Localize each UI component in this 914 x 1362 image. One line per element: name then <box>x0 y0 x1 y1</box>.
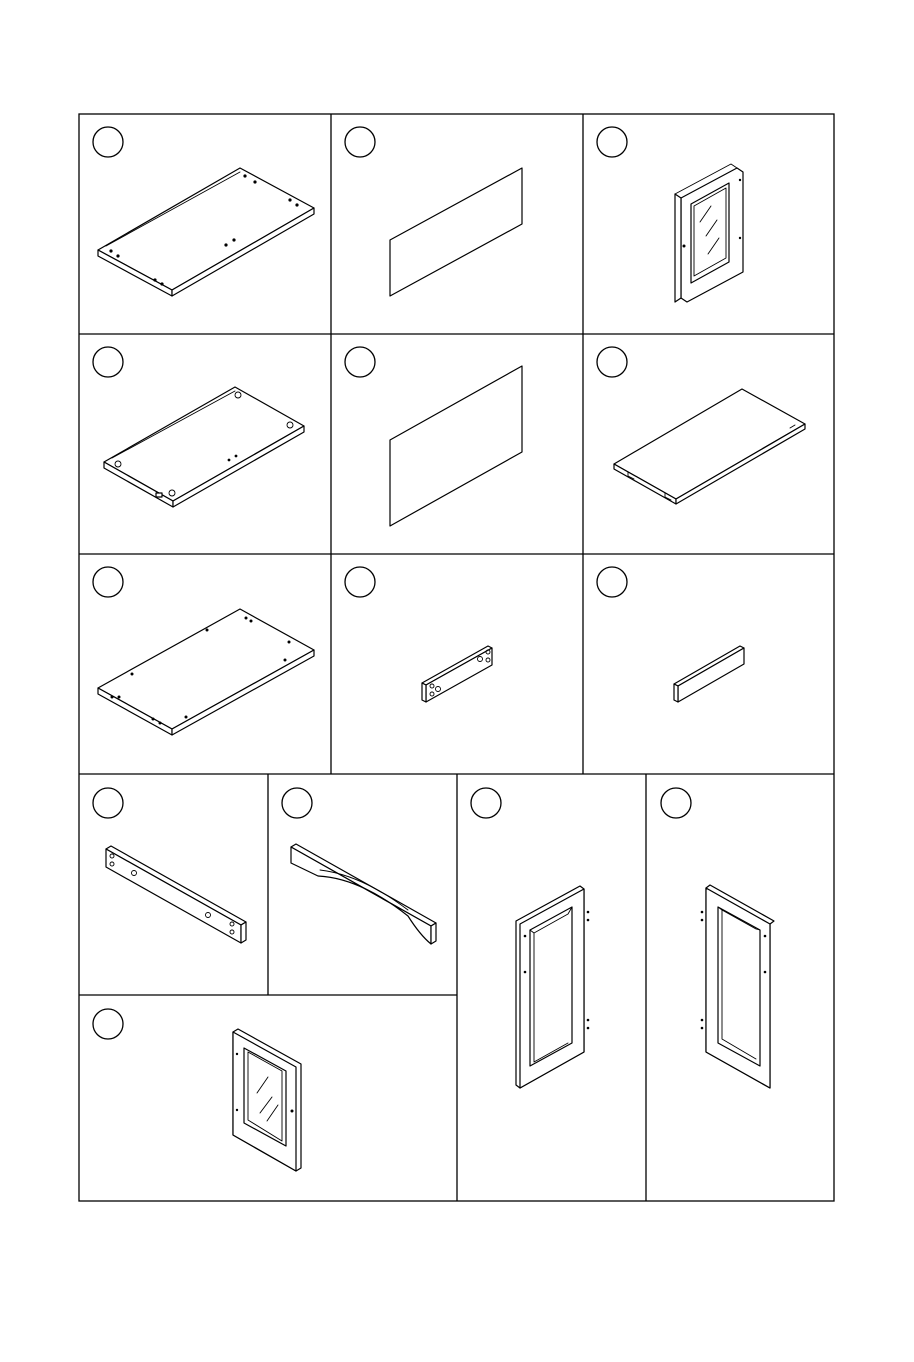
panel-p8 <box>345 567 492 702</box>
part-number-badge-p10 <box>93 788 123 818</box>
panel-p3 <box>597 127 743 302</box>
part-short-rail-holes <box>422 646 492 702</box>
part-curved-apron <box>291 844 436 944</box>
panel-p14 <box>93 1009 301 1171</box>
panel-p5 <box>345 347 522 526</box>
part-number-badge-p9 <box>597 567 627 597</box>
part-long-rail <box>106 846 246 943</box>
part-number-badge-p12 <box>471 788 501 818</box>
panel-p6 <box>597 347 805 504</box>
panel-p7 <box>93 567 314 735</box>
part-number-badge-p5 <box>345 347 375 377</box>
panel-p12 <box>471 788 589 1088</box>
part-back-board-large <box>390 366 522 526</box>
part-number-badge-p7 <box>93 567 123 597</box>
part-bottom-panel <box>104 387 304 507</box>
panel-p10 <box>93 788 246 943</box>
panel-p2 <box>345 127 522 296</box>
part-side-panel <box>98 168 314 296</box>
part-tall-door-frame-left <box>516 886 589 1088</box>
panel-p9 <box>597 567 744 702</box>
part-number-badge-p4 <box>93 347 123 377</box>
panel-p11 <box>282 788 436 944</box>
part-shelf <box>614 389 805 504</box>
panel-p4 <box>93 347 304 507</box>
part-number-badge-p14 <box>93 1009 123 1039</box>
panel-p13 <box>661 788 774 1088</box>
part-back-board-small <box>390 168 522 296</box>
part-number-badge-p13 <box>661 788 691 818</box>
part-number-badge-p1 <box>93 127 123 157</box>
part-number-badge-p6 <box>597 347 627 377</box>
part-number-badge-p8 <box>345 567 375 597</box>
part-top-panel <box>98 609 314 735</box>
part-glass-door-left <box>233 1029 301 1171</box>
part-number-badge-p3 <box>597 127 627 157</box>
part-tall-door-frame-right <box>701 885 774 1088</box>
part-number-badge-p11 <box>282 788 312 818</box>
part-number-badge-p2 <box>345 127 375 157</box>
part-short-rail-plain <box>674 646 744 702</box>
part-glass-door-right <box>675 164 743 302</box>
panel-p1 <box>93 127 314 296</box>
